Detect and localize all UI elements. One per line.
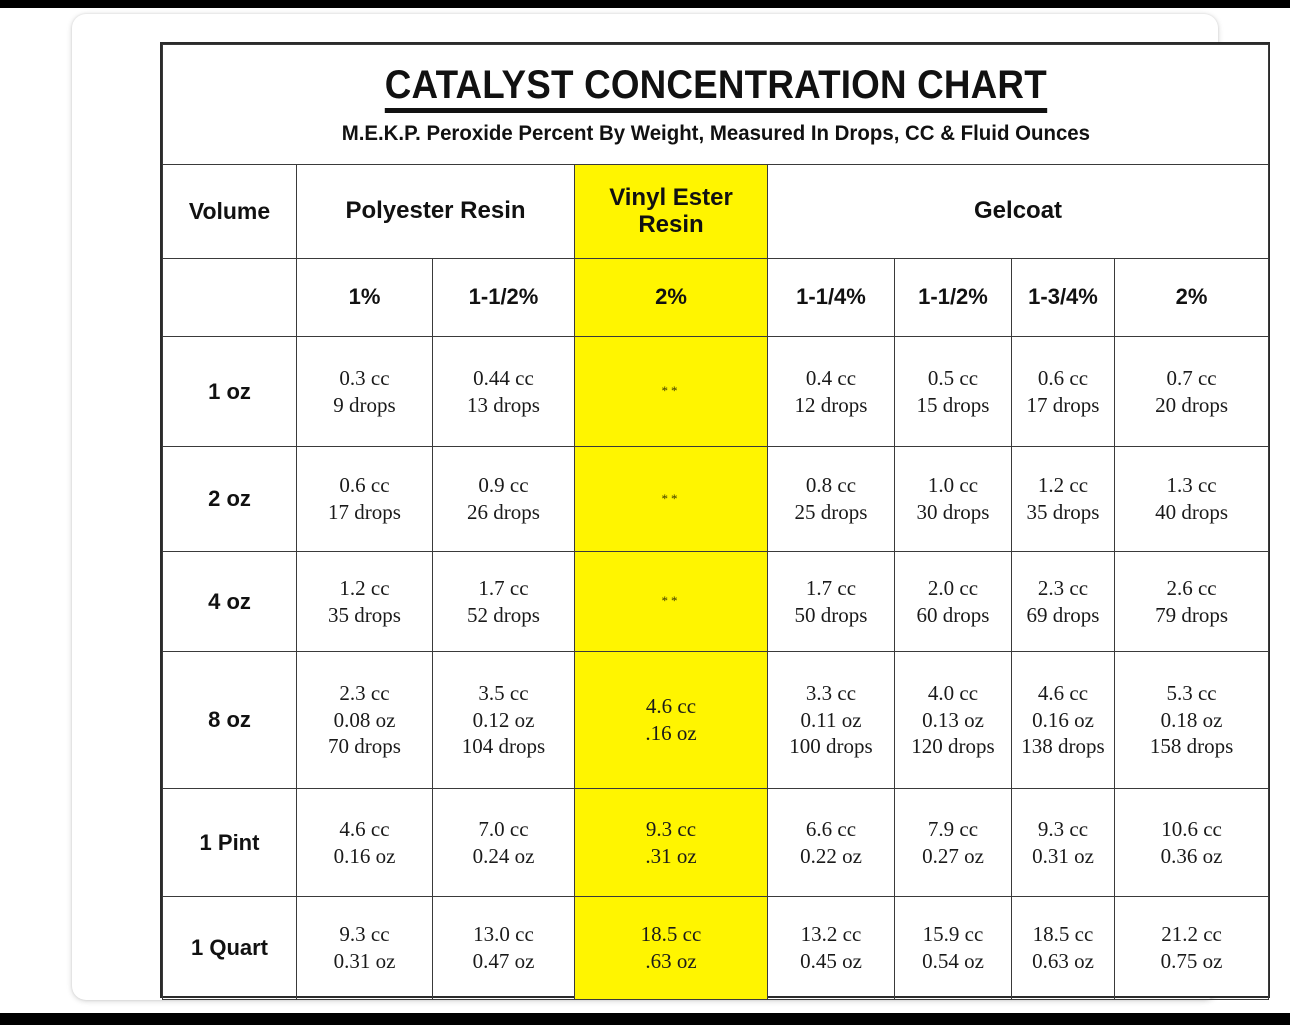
cell-line: 0.3 cc: [339, 365, 390, 390]
cell-line: 9.3 cc: [339, 922, 390, 947]
cell-line: 40 drops: [1155, 500, 1228, 524]
cell-r1-c3: [575, 337, 768, 447]
cell-line: 2.3 cc: [339, 680, 390, 705]
cell-line: 52 drops: [467, 602, 540, 627]
cell-line: 25 drops: [794, 500, 868, 524]
cell-line: 4.6 cc: [339, 816, 390, 841]
cell-r4-c6: [1012, 652, 1115, 789]
cell-r4-c3: [575, 652, 768, 789]
cell-line: 26 drops: [467, 500, 540, 524]
cell-r5-c1: [297, 789, 433, 897]
cell-line: 0.13 oz: [922, 707, 984, 732]
percent-header-row: [163, 259, 1269, 337]
cell-line: 0.31 oz: [333, 949, 396, 973]
percent-header-1-1-4: 1-1/4%: [768, 259, 895, 337]
table-row: [163, 897, 1269, 1000]
cell-r2-c3: [575, 447, 768, 552]
not-applicable-marker: **: [661, 490, 681, 506]
cell-line: 79 drops: [1155, 602, 1228, 627]
cell-line: 1.7 cc: [478, 575, 529, 600]
cell-line: 120 drops: [911, 734, 995, 759]
cell-r2-c4: [768, 447, 895, 552]
cell-line: 0.11 oz: [800, 707, 862, 732]
cell-line: 30 drops: [916, 500, 990, 524]
cell-line: 35 drops: [1026, 500, 1100, 524]
cell-line: 21.2 cc: [1161, 922, 1222, 947]
cell-r5-c5: [895, 789, 1012, 897]
cell-line: 4.6 cc: [645, 694, 697, 719]
cell-line: 100 drops: [789, 734, 873, 759]
row-label-1-quart: 1 Quart: [163, 897, 297, 1000]
cell-r4-c4: [768, 652, 895, 789]
row-label-2-oz: 2 oz: [163, 447, 297, 552]
cell-line: 1.3 cc: [1166, 473, 1217, 498]
row-label-1-oz: 1 oz: [163, 337, 297, 447]
cell-r3-c4: [768, 552, 895, 652]
cell-r2-c2: [433, 447, 575, 552]
page-subtitle: M.E.K.P. Peroxide Percent By Weight, Measured In Drops, CC & Fluid Ounces: [341, 120, 1090, 145]
cell-r3-c7: [1115, 552, 1269, 652]
cell-r6-c7: [1115, 897, 1269, 1000]
cell-line: 9 drops: [333, 392, 396, 417]
row-label-4-oz: 4 oz: [163, 552, 297, 652]
title-row: [163, 45, 1269, 165]
cell-line: 9.3 cc: [645, 816, 697, 841]
cell-line: 69 drops: [1026, 602, 1100, 627]
cell-r2-c7: [1115, 447, 1269, 552]
cell-r4-c1: [297, 652, 433, 789]
cell-r1-c1: [297, 337, 433, 447]
row-label-8-oz: 8 oz: [163, 652, 297, 789]
cell-line: 0.31 oz: [1032, 843, 1094, 868]
not-applicable-marker: **: [661, 593, 681, 609]
cell-line: 104 drops: [461, 734, 546, 759]
group-header-polyester-resin: Polyester Resin: [297, 165, 575, 259]
cell-r5-c2: [433, 789, 575, 897]
cell-line: 0.47 oz: [472, 949, 535, 973]
cell-r6-c3: [575, 897, 768, 1000]
cell-line: 9.3 cc: [1037, 816, 1089, 841]
cell-r5-c7: [1115, 789, 1269, 897]
cell-r6-c2: [433, 897, 575, 1000]
cell-line: 13.0 cc: [473, 922, 534, 947]
cell-line: 0.16 oz: [333, 843, 396, 868]
cell-line: 0.75 oz: [1160, 949, 1223, 973]
percent-header-1-1-2: 1-1/2%: [433, 259, 575, 337]
table-row: [163, 789, 1269, 897]
cell-line: 15.9 cc: [922, 922, 984, 947]
cell-line: 20 drops: [1155, 392, 1228, 417]
cell-line: .16 oz: [645, 721, 697, 745]
cell-r4-c2: [433, 652, 575, 789]
cell-line: 0.08 oz: [333, 707, 396, 732]
cell-line: 3.3 cc: [805, 680, 857, 705]
cell-line: 0.54 oz: [922, 949, 984, 973]
cell-line: 0.16 oz: [1032, 707, 1094, 732]
percent-header-1: 1%: [297, 259, 433, 337]
cell-line: 4.6 cc: [1037, 680, 1089, 705]
cell-r1-c7: [1115, 337, 1269, 447]
group-header-gelcoat: Gelcoat: [768, 165, 1269, 259]
cell-r2-c6: [1012, 447, 1115, 552]
cell-r1-c5: [895, 337, 1012, 447]
cell-r6-c4: [768, 897, 895, 1000]
cell-line: 0.22 oz: [800, 843, 862, 868]
cell-r6-c5: [895, 897, 1012, 1000]
cell-r4-c7: [1115, 652, 1269, 789]
cell-line: 50 drops: [794, 602, 868, 627]
cell-line: 1.2 cc: [339, 575, 390, 600]
page-title: CATALYST CONCENTRATION CHART: [384, 64, 1046, 113]
cell-line: 0.12 oz: [472, 707, 535, 732]
cell-r1-c6: [1012, 337, 1115, 447]
cell-line: .63 oz: [645, 949, 697, 973]
percent-header-1-1-2: 1-1/2%: [895, 259, 1012, 337]
cell-line: 70 drops: [328, 734, 401, 759]
chart-table: [162, 44, 1269, 1000]
cell-line: 0.6 cc: [339, 473, 390, 498]
group-header-vinyl-ester-resin: Vinyl Ester Resin: [575, 165, 768, 259]
percent-header-1-3-4: 1-3/4%: [1012, 259, 1115, 337]
cell-line: 60 drops: [916, 602, 990, 627]
cell-line: 12 drops: [794, 392, 868, 417]
cell-r4-c5: [895, 652, 1012, 789]
cell-r1-c4: [768, 337, 895, 447]
cell-line: 2.0 cc: [927, 575, 979, 600]
cell-line: 4.0 cc: [927, 680, 979, 705]
cell-line: 0.6 cc: [1037, 365, 1089, 390]
cell-line: 1.0 cc: [927, 473, 979, 498]
percent-header-blank: [163, 259, 297, 337]
cell-line: 0.44 cc: [473, 365, 534, 390]
cell-line: 7.0 cc: [478, 816, 529, 841]
cell-r3-c2: [433, 552, 575, 652]
title-cell: [163, 45, 1269, 165]
group-header-row: [163, 165, 1269, 259]
cell-line: 5.3 cc: [1166, 680, 1217, 705]
cell-r3-c5: [895, 552, 1012, 652]
cell-r3-c6: [1012, 552, 1115, 652]
table-row: [163, 447, 1269, 552]
table-row: [163, 552, 1269, 652]
cell-line: 15 drops: [916, 392, 990, 417]
cell-line: 0.18 oz: [1160, 707, 1223, 732]
cell-line: 17 drops: [328, 500, 401, 524]
cell-line: 13.2 cc: [800, 922, 862, 947]
percent-header-2: 2%: [575, 259, 768, 337]
cell-r6-c1: [297, 897, 433, 1000]
cell-line: 158 drops: [1149, 734, 1234, 759]
cell-line: 35 drops: [328, 602, 401, 627]
cell-r2-c1: [297, 447, 433, 552]
chart-card: [72, 14, 1234, 1000]
cell-line: 0.63 oz: [1032, 949, 1094, 973]
cell-line: 0.27 oz: [922, 843, 984, 868]
table-row: [163, 337, 1269, 447]
cell-line: 2.6 cc: [1166, 575, 1217, 600]
table-row: [163, 652, 1269, 789]
cell-line: 2.3 cc: [1037, 575, 1089, 600]
cell-line: 1.2 cc: [1037, 473, 1089, 498]
cell-line: 0.9 cc: [478, 473, 529, 498]
cell-line: 18.5 cc: [640, 922, 702, 947]
cell-line: 13 drops: [467, 392, 540, 417]
cell-r5-c6: [1012, 789, 1115, 897]
cell-line: 7.9 cc: [927, 816, 979, 841]
cell-line: 3.5 cc: [478, 680, 529, 705]
cell-line: 0.24 oz: [472, 843, 535, 868]
row-label-1-pint: 1 Pint: [163, 789, 297, 897]
catalyst-concentration-chart: [160, 42, 1270, 998]
percent-header-2: 2%: [1115, 259, 1269, 337]
cell-r6-c6: [1012, 897, 1115, 1000]
cell-line: 0.45 oz: [800, 949, 862, 973]
cell-line: 0.7 cc: [1166, 365, 1217, 390]
cell-line: 0.8 cc: [805, 473, 857, 498]
group-header-volume: Volume: [163, 165, 297, 259]
cell-line: 10.6 cc: [1161, 816, 1222, 841]
cell-line: 18.5 cc: [1032, 922, 1094, 947]
cell-r2-c5: [895, 447, 1012, 552]
cell-r3-c3: [575, 552, 768, 652]
cell-line: 138 drops: [1021, 734, 1105, 759]
cell-r5-c3: [575, 789, 768, 897]
not-applicable-marker: **: [661, 383, 681, 399]
cell-line: 17 drops: [1026, 392, 1100, 417]
cell-line: .31 oz: [645, 843, 697, 868]
cell-line: 6.6 cc: [805, 816, 857, 841]
cell-r1-c2: [433, 337, 575, 447]
cell-line: 0.4 cc: [805, 365, 857, 390]
cell-r5-c4: [768, 789, 895, 897]
cell-line: 0.36 oz: [1160, 843, 1223, 868]
cell-r3-c1: [297, 552, 433, 652]
cell-line: 0.5 cc: [927, 365, 979, 390]
cell-line: 1.7 cc: [805, 575, 857, 600]
